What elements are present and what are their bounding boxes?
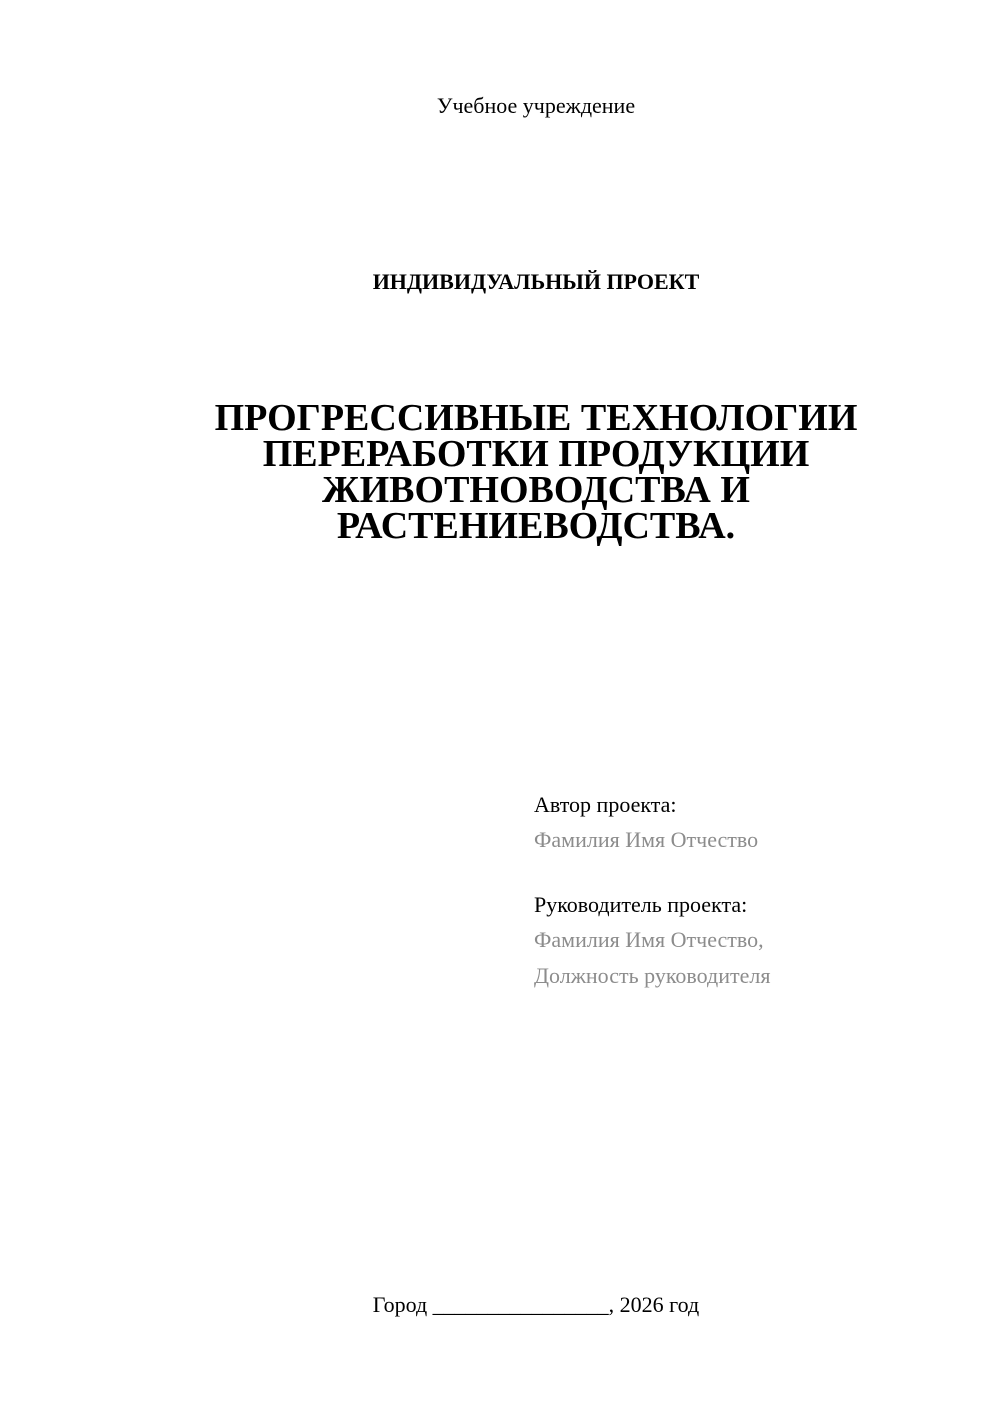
project-title-line: ЖИВОТНОВОДСТВА И xyxy=(322,469,750,511)
supervisor-position: Должность руководителя xyxy=(534,963,771,988)
project-type-heading: ИНДИВИДУАЛЬНЫЙ ПРОЕКТ xyxy=(372,269,700,294)
city-year-line: Город ________________, 2026 год xyxy=(372,1292,700,1317)
supervisor-name: Фамилия Имя Отчество, xyxy=(534,927,764,952)
credits-block xyxy=(534,788,974,994)
supervisor-block xyxy=(534,888,974,994)
project-title-line: ПЕРЕРАБОТКИ ПРОДУКЦИИ xyxy=(262,433,810,475)
project-title-line: ПРОГРЕССИВНЫЕ ТЕХНОЛОГИИ xyxy=(214,397,858,439)
project-title-line: РАСТЕНИЕВОДСТВА. xyxy=(336,505,736,547)
supervisor-label: Руководитель проекта: xyxy=(534,892,748,917)
institution-name: Учебное учреждение xyxy=(436,93,636,118)
author-name: Фамилия Имя Отчество xyxy=(534,827,759,852)
project-title xyxy=(186,397,886,547)
author-label: Автор проекта: xyxy=(534,792,677,817)
author-block xyxy=(534,788,974,858)
